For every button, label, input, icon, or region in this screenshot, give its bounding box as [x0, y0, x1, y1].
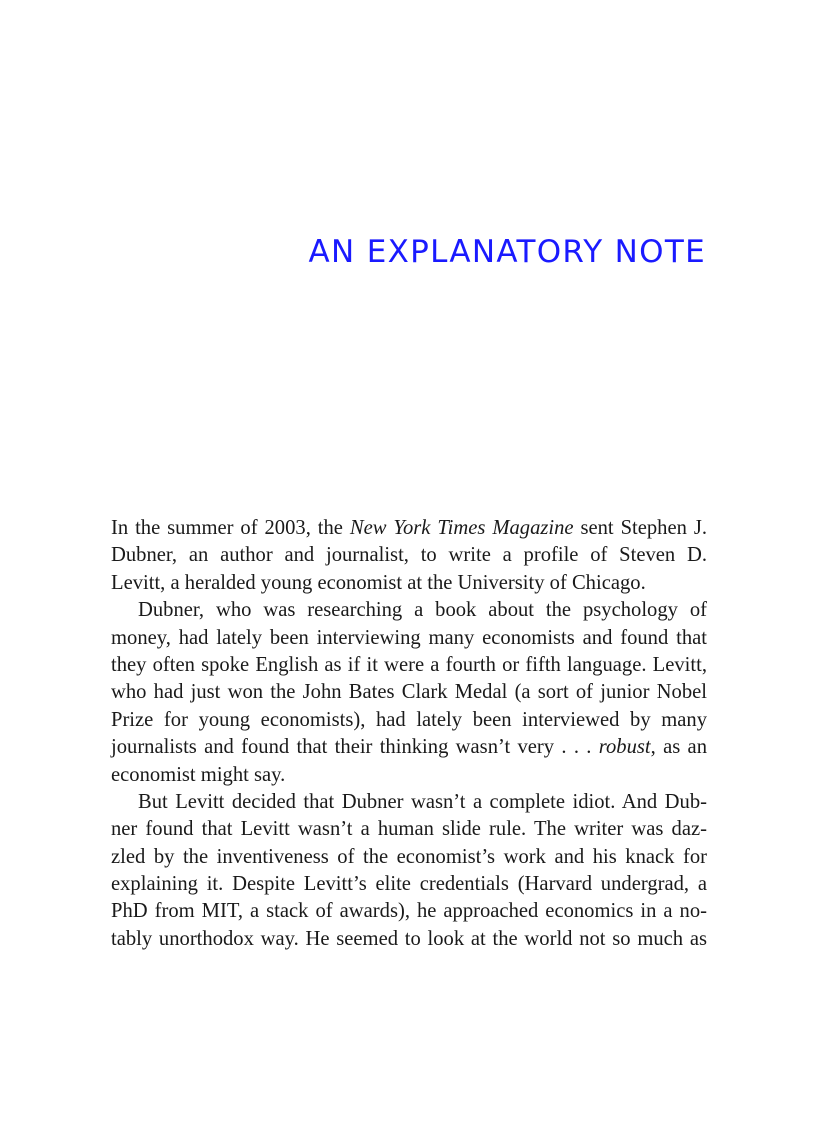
- paragraph-3: [111, 789, 707, 953]
- emphasis-word: robust: [598, 736, 651, 759]
- paragraph-line: In the summer of 2003, the New York Times Magazine sent Stephen J.: [111, 517, 707, 539]
- paragraph-2: [111, 597, 707, 789]
- paragraph-1: [111, 515, 707, 597]
- paragraph-line: PhD from MIT, a stack of awards), he approached economics in a no-: [111, 900, 707, 923]
- paragraph-line: they often spoke English as if it were a fourth or fifth language. Levitt,: [111, 653, 707, 676]
- paragraph-line: economist might say.: [111, 763, 286, 786]
- paragraph-line: Dubner, who was researching a book about the psychology of: [138, 599, 707, 622]
- paragraph-line: ner found that Levitt wasn’t a human slide rule. The writer was daz-: [111, 818, 707, 841]
- paragraph-line: Prize for young economists), had lately been interviewed by many: [111, 708, 707, 731]
- body-text: [111, 515, 707, 953]
- paragraph-line: explaining it. Despite Levitt’s elite credentials (Harvard undergrad, a: [111, 873, 707, 896]
- paragraph-line: journalists and found that their thinking wasn’t very . . . robust, as an: [111, 736, 707, 759]
- magazine-title: New York Times Magazine: [349, 517, 574, 539]
- paragraph-line: Dubner, an author and journalist, to write a profile of Steven D.: [111, 544, 707, 567]
- paragraph-line: zled by the inventiveness of the economist’s work and his knack for: [111, 845, 707, 868]
- paragraph-line: money, had lately been interviewing many economists and found that: [111, 626, 707, 649]
- paragraph-line: who had just won the John Bates Clark Medal (a sort of junior Nobel: [111, 681, 707, 704]
- paragraph-line: Levitt, a heralded young economist at the University of Chicago.: [111, 571, 646, 594]
- chapter-heading: AN EXPLANATORY NOTE: [308, 234, 706, 270]
- paragraph-line: tably unorthodox way. He seemed to look at the world not so much as: [111, 927, 707, 950]
- paragraph-line: But Levitt decided that Dubner wasn’t a complete idiot. And Dub-: [138, 790, 707, 813]
